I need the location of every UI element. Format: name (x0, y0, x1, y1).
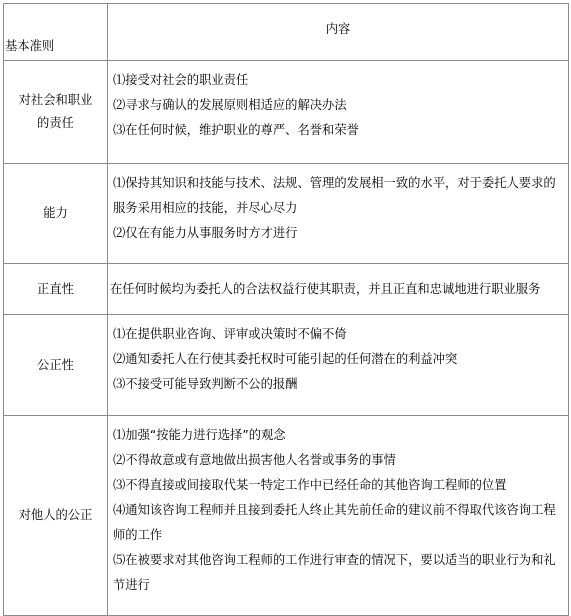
list-item: ⑵不得故意或有意地做出损害他人名誉或事务的事情 (113, 453, 396, 467)
list-item: ⑵仅在有能力从事服务时方才进行 (113, 226, 298, 240)
row-label: 能力 (4, 164, 108, 264)
list-item: ⑸在被要求对其他咨询工程师的工作进行审查的情况下，要以适当的职业行为和礼节进行 (113, 553, 556, 592)
table-row (4, 164, 569, 264)
table-header-row (4, 4, 569, 61)
list-item: ⑴接受对社会的职业责任 (113, 73, 249, 87)
header-content: 内容 (108, 4, 569, 61)
list-item: ⑴保持其知识和技能与技术、法规、管理的发展相一致的水平，对于委托人要求的服务采用相应的技能，并尽心尽力 (113, 176, 556, 215)
row-label: 对他人的公正 (4, 416, 108, 616)
list-item: ⑶不得直接或间接取代某一特定工作中已经任命的其他咨询工程师的位置 (113, 478, 507, 492)
table-row (4, 264, 569, 315)
list-item: ⑴在提供职业咨询、评审或决策时不偏不倚 (113, 327, 347, 341)
list-item: ⑴加强“按能力进行选择”的观念 (113, 428, 286, 442)
header-basic-principle: 基本准则 (4, 4, 108, 61)
row-content (108, 315, 569, 416)
row-label: 对社会和职业的责任 (4, 61, 108, 164)
list-item: ⑷通知该咨询工程师并且接到委托人终止其先前任命的建议前不得取代该咨询工程师的工作 (113, 503, 556, 542)
principles-table (3, 3, 569, 616)
table-row (4, 315, 569, 416)
row-content (108, 164, 569, 264)
table-row (4, 416, 569, 616)
list-item: ⑵寻求与确认的发展原则相适应的解决办法 (113, 98, 347, 112)
list-item: ⑵通知委托人在行使其委托权时可能引起的任何潜在的利益冲突 (113, 352, 458, 366)
table-row (4, 61, 569, 164)
list-item: ⑶在任何时候，维护职业的尊严、名誉和荣誉 (113, 123, 359, 137)
row-content (108, 61, 569, 164)
list-item: ⑶不接受可能导致判断不公的报酬 (113, 377, 298, 391)
row-content: 在任何时候均为委托人的合法权益行使其职责，并且正直和忠诚地进行职业服务 (108, 264, 569, 315)
row-content (108, 416, 569, 616)
row-label: 公正性 (4, 315, 108, 416)
row-label: 正直性 (4, 264, 108, 315)
